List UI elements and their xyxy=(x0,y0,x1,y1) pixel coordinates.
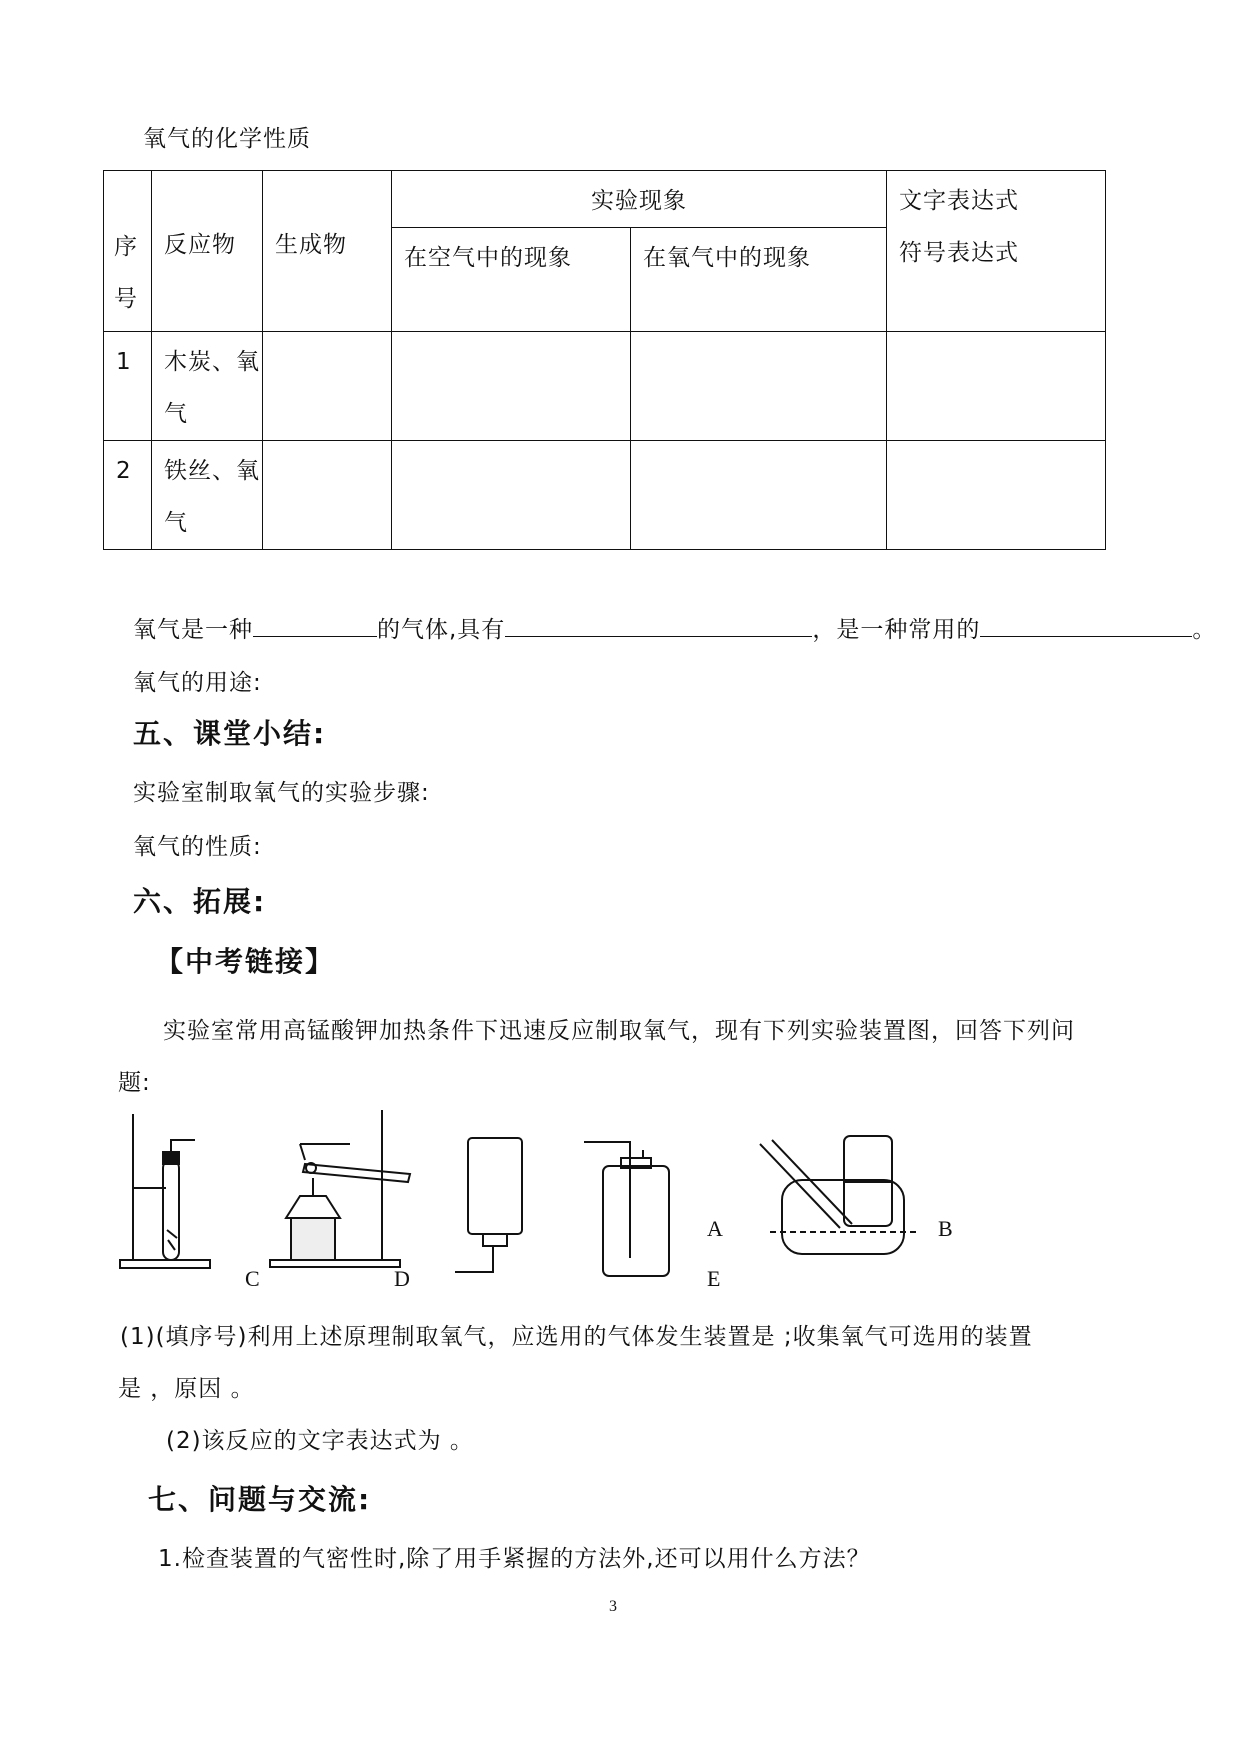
blank-1[interactable] xyxy=(253,614,377,637)
label-c: C xyxy=(245,1266,260,1291)
heading-5: 五、课堂小结: xyxy=(133,717,327,750)
summary-steps: 实验室制取氧气的实验步骤: xyxy=(133,780,430,806)
question-line-1: 实验室常用高锰酸钾加热条件下迅速反应制取氧气，现有下列实验装置图，回答下列问 xyxy=(163,1018,1075,1044)
q2: (2)该反应的文字表达式为 。 xyxy=(166,1428,474,1454)
header-expressions: 文字表达式 符号表达式 xyxy=(887,171,1106,332)
label-a: A xyxy=(707,1216,723,1241)
label-b: B xyxy=(938,1216,953,1241)
apparatus-d-icon xyxy=(270,1110,410,1267)
apparatus-c-icon xyxy=(120,1114,210,1268)
fill-line: 氧气是一种 的气体,具有 ，是一种常用的 。 xyxy=(133,611,1216,644)
apparatus-a-icon xyxy=(455,1138,522,1272)
label-e: E xyxy=(707,1266,721,1291)
heading-7: 七、问题与交流: xyxy=(148,1483,372,1516)
apparatus-b-icon xyxy=(760,1136,918,1254)
table-row: 2 铁丝、氧 气 xyxy=(104,441,1106,550)
header-in-air: 在空气中的现象 xyxy=(392,228,631,332)
apparatus-e-icon xyxy=(584,1142,669,1276)
reaction-table xyxy=(103,170,1106,550)
header-product: 生成物 xyxy=(263,171,392,332)
uses-label: 氧气的用途: xyxy=(133,670,262,696)
label-d: D xyxy=(394,1266,410,1291)
page-number: 3 xyxy=(609,1598,617,1615)
link-title: 【中考链接】 xyxy=(155,945,336,978)
summary-props: 氧气的性质: xyxy=(133,834,262,860)
header-in-oxygen: 在氧气中的现象 xyxy=(631,228,887,332)
header-phenomenon: 实验现象 xyxy=(392,171,887,228)
blank-2[interactable] xyxy=(505,614,812,637)
header-reactant: 反应物 xyxy=(152,171,263,332)
q1-line-2: 是 ，原因 。 xyxy=(118,1376,255,1402)
q1-line-1: (1)(填序号)利用上述原理制取氧气，应选用的气体发生装置是 ;收集氧气可选用的装置 xyxy=(120,1324,1033,1350)
table-row: 1 木炭、氧 气 xyxy=(104,332,1106,441)
apparatus-figure xyxy=(0,1100,1235,1300)
blank-3[interactable] xyxy=(980,614,1192,637)
section-title: 氧气的化学性质 xyxy=(143,126,311,152)
heading-6: 六、拓展: xyxy=(133,885,267,918)
header-index: 序号 xyxy=(104,171,152,332)
discussion-q1: 1.检查装置的气密性时,除了用手紧握的方法外,还可以用什么方法？ xyxy=(158,1546,871,1572)
question-line-2: 题: xyxy=(118,1070,151,1096)
